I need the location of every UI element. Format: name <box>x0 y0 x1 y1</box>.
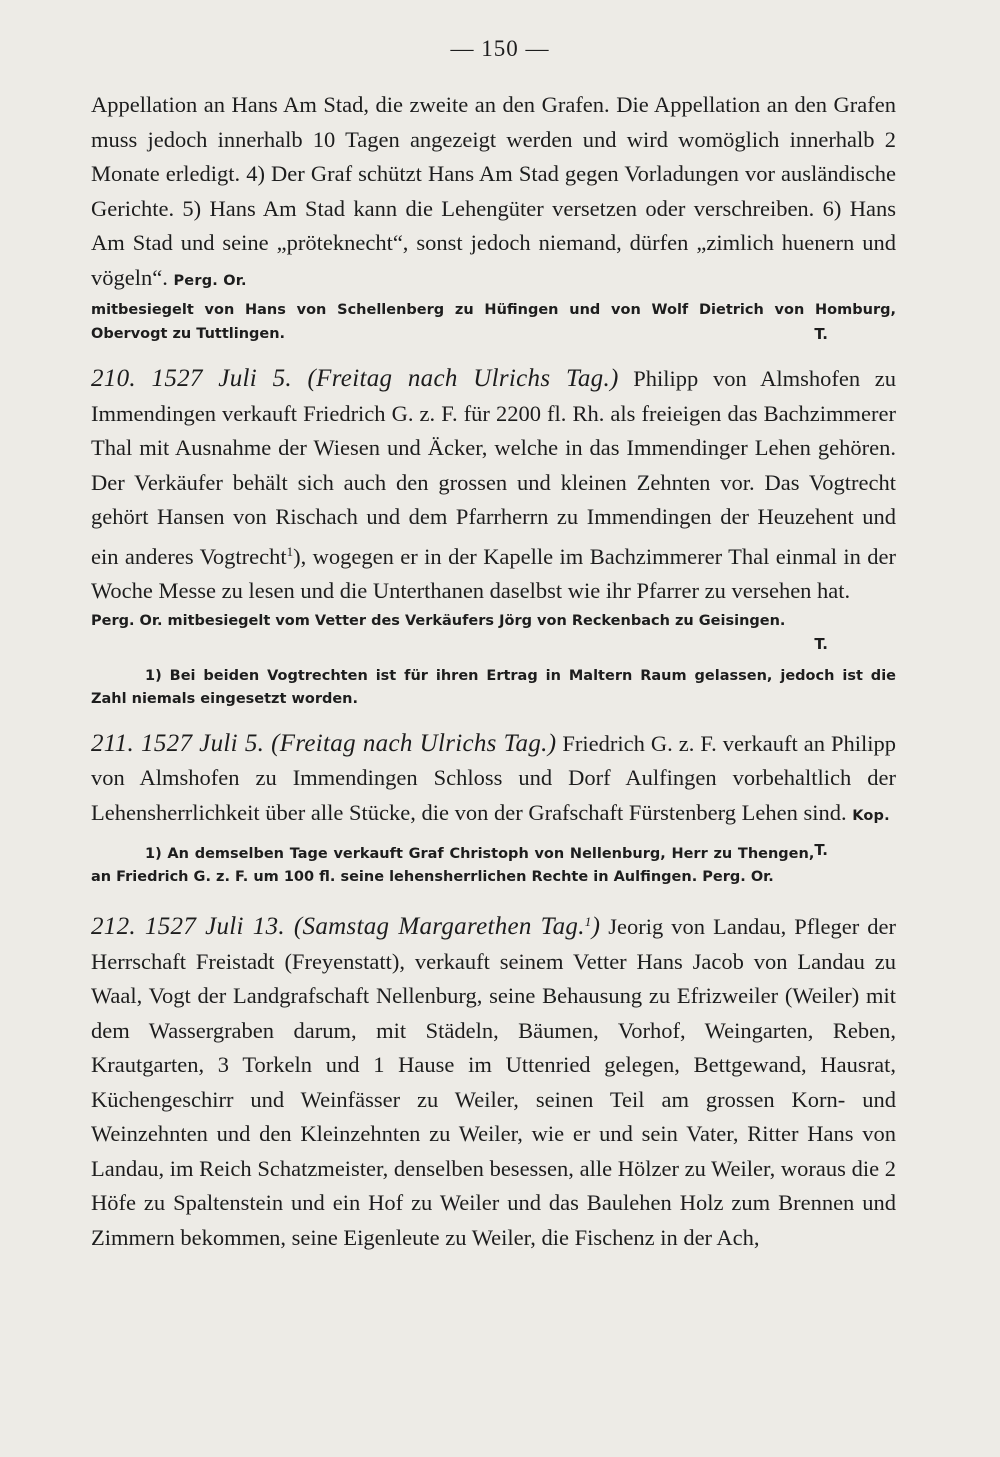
entry-212-heading <box>91 913 600 940</box>
continuation-source-text: mitbesiegelt von Hans von Schellenberg zu Hüfingen und von Wolf Dietrich von Homburg, Obervogt zu Tuttlingen. <box>91 302 896 342</box>
entry-210-signature: T. <box>814 634 828 653</box>
continuation-paragraph <box>91 88 896 298</box>
text-column <box>91 88 896 1255</box>
continuation-text: Appellation an Hans Am Stad, die zweite an den Grafen. Die Appellation an den Grafen muss jedoch innerhalb 10 Tagen angezeigt werden und wird womöglich innerhalb 2 Monate erledigt. 4) Der Graf schützt Hans Am Stad gegen Vorladungen vor ausländische Gerichte. 5) Hans Am Stad kann die Lehengüter versetzen oder verschreiben. 6) Hans Am Stad und seine „pröteknecht“, sonst jedoch niemand, dürfen „zimlich huenern und vögeln“. <box>91 92 896 290</box>
entry-212-heading-close: ) <box>591 913 601 940</box>
entry-212 <box>91 905 896 1255</box>
entry-211-signature: T. <box>814 841 828 859</box>
entry-212-body: Jeorig von Landau, Pfleger der Herrschaft Freistadt (Freyenstatt), verkauft seinem Vetter Hans Jacob von Landau zu Waal, Vogt der Landgrafschaft Nellenburg, seine Behausung zu Efrizweiler (Weiler) mit dem Wassergraben darum, mit Städeln, Bäumen, Vorhof, Weingarten, Reben, Krautgarten, 3 Torkeln und 1 Hause im Uttenried gelegen, Bettgewand, Hausrat, Küchengeschirr und Weinfässer zu Weiler, seinen Teil am grossen Korn- und Weinzehnten und den Kleinzehnten zu Weiler, wie er und sein Vater, Ritter Hans von Landau, im Reich Schatzmeister, denselben besessen, alle Hölzer zu Weiler, woraus die 2 Höfe zu Spaltenstein und ein Hof zu Weiler und das Baulehen Holz zum Brennen und Zimmern bekommen, seine Eigenleute zu Weiler, die Fischenz in der Ach, <box>91 914 897 1250</box>
continuation-source <box>91 298 896 346</box>
entry-210 <box>91 362 896 609</box>
entry-210-body: Philipp von Almshofen zu Immendingen verkauft Friedrich G. z. F. für 2200 fl. Rh. als freieigen das Bachzimmerer Thal mit Ausnahme der Wiesen und Äcker, welche in das Immendinger Lehen gehören. Der Verkäufer behält sich auch den grossen und kleinen Zehnten vor. Das Vogtrecht gehört Hansen von Rischach und dem Pfarrherrn zu Immendingen der Heuzehent und ein anderes Vogtrecht <box>91 366 896 569</box>
entry-211-footnote: 1) An demselben Tage verkauft Graf Christoph von Nellenburg, Herr zu Thengen, an Friedrich G. z. F. um 100 fl. seine lehensherrlichen Rechte in Aulfingen. Perg. Or. <box>91 846 815 885</box>
entry-210-footnote-mark: 1 <box>286 543 294 559</box>
continuation-signature: T. <box>814 325 828 343</box>
entry-210-heading: 210. 1527 Juli 5. (Freitag nach Ulrichs Tag.) <box>91 365 619 392</box>
page-number: — 150 — <box>450 36 550 61</box>
entry-211-source: Kop. <box>852 807 890 824</box>
entry-212-footnote-mark: 1 <box>584 914 592 929</box>
continuation-source-inline: Perg. Or. <box>173 272 247 289</box>
entry-210-footnote: 1) Bei beiden Vogtrechten ist für ihren Ertrag in Maltern Raum gelassen, jedoch ist die Zahl niemals eingesetzt worden. <box>91 667 896 707</box>
entry-212-heading-text: 212. 1527 Juli 13. (Samstag Margarethen Tag. <box>91 913 585 940</box>
entry-211 <box>91 727 896 859</box>
entry-211-body: Friedrich G. z. F. verkauft an Philipp von Almshofen zu Immendingen Schloss und Dorf Aulfingen vorbehaltlich der Lehensherrlichkeit über alle Stücke, die von der Grafschaft Fürstenberg Lehen sind. <box>91 730 896 825</box>
entry-211-heading: 211. 1527 Juli 5. (Freitag nach Ulrichs Tag.) <box>91 729 557 757</box>
entry-210-source: Perg. Or. mitbesiegelt vom Vetter des Verkäufers Jörg von Reckenbach zu Geisingen. <box>91 612 786 629</box>
entry-210-body-after: ), wogegen er in der Kapelle im Bachzimmerer Thal einmal in der Woche Messe zu lesen und die Unterthanen daselbst wie ihr Pfarrer zu versehen hat. <box>91 543 896 603</box>
